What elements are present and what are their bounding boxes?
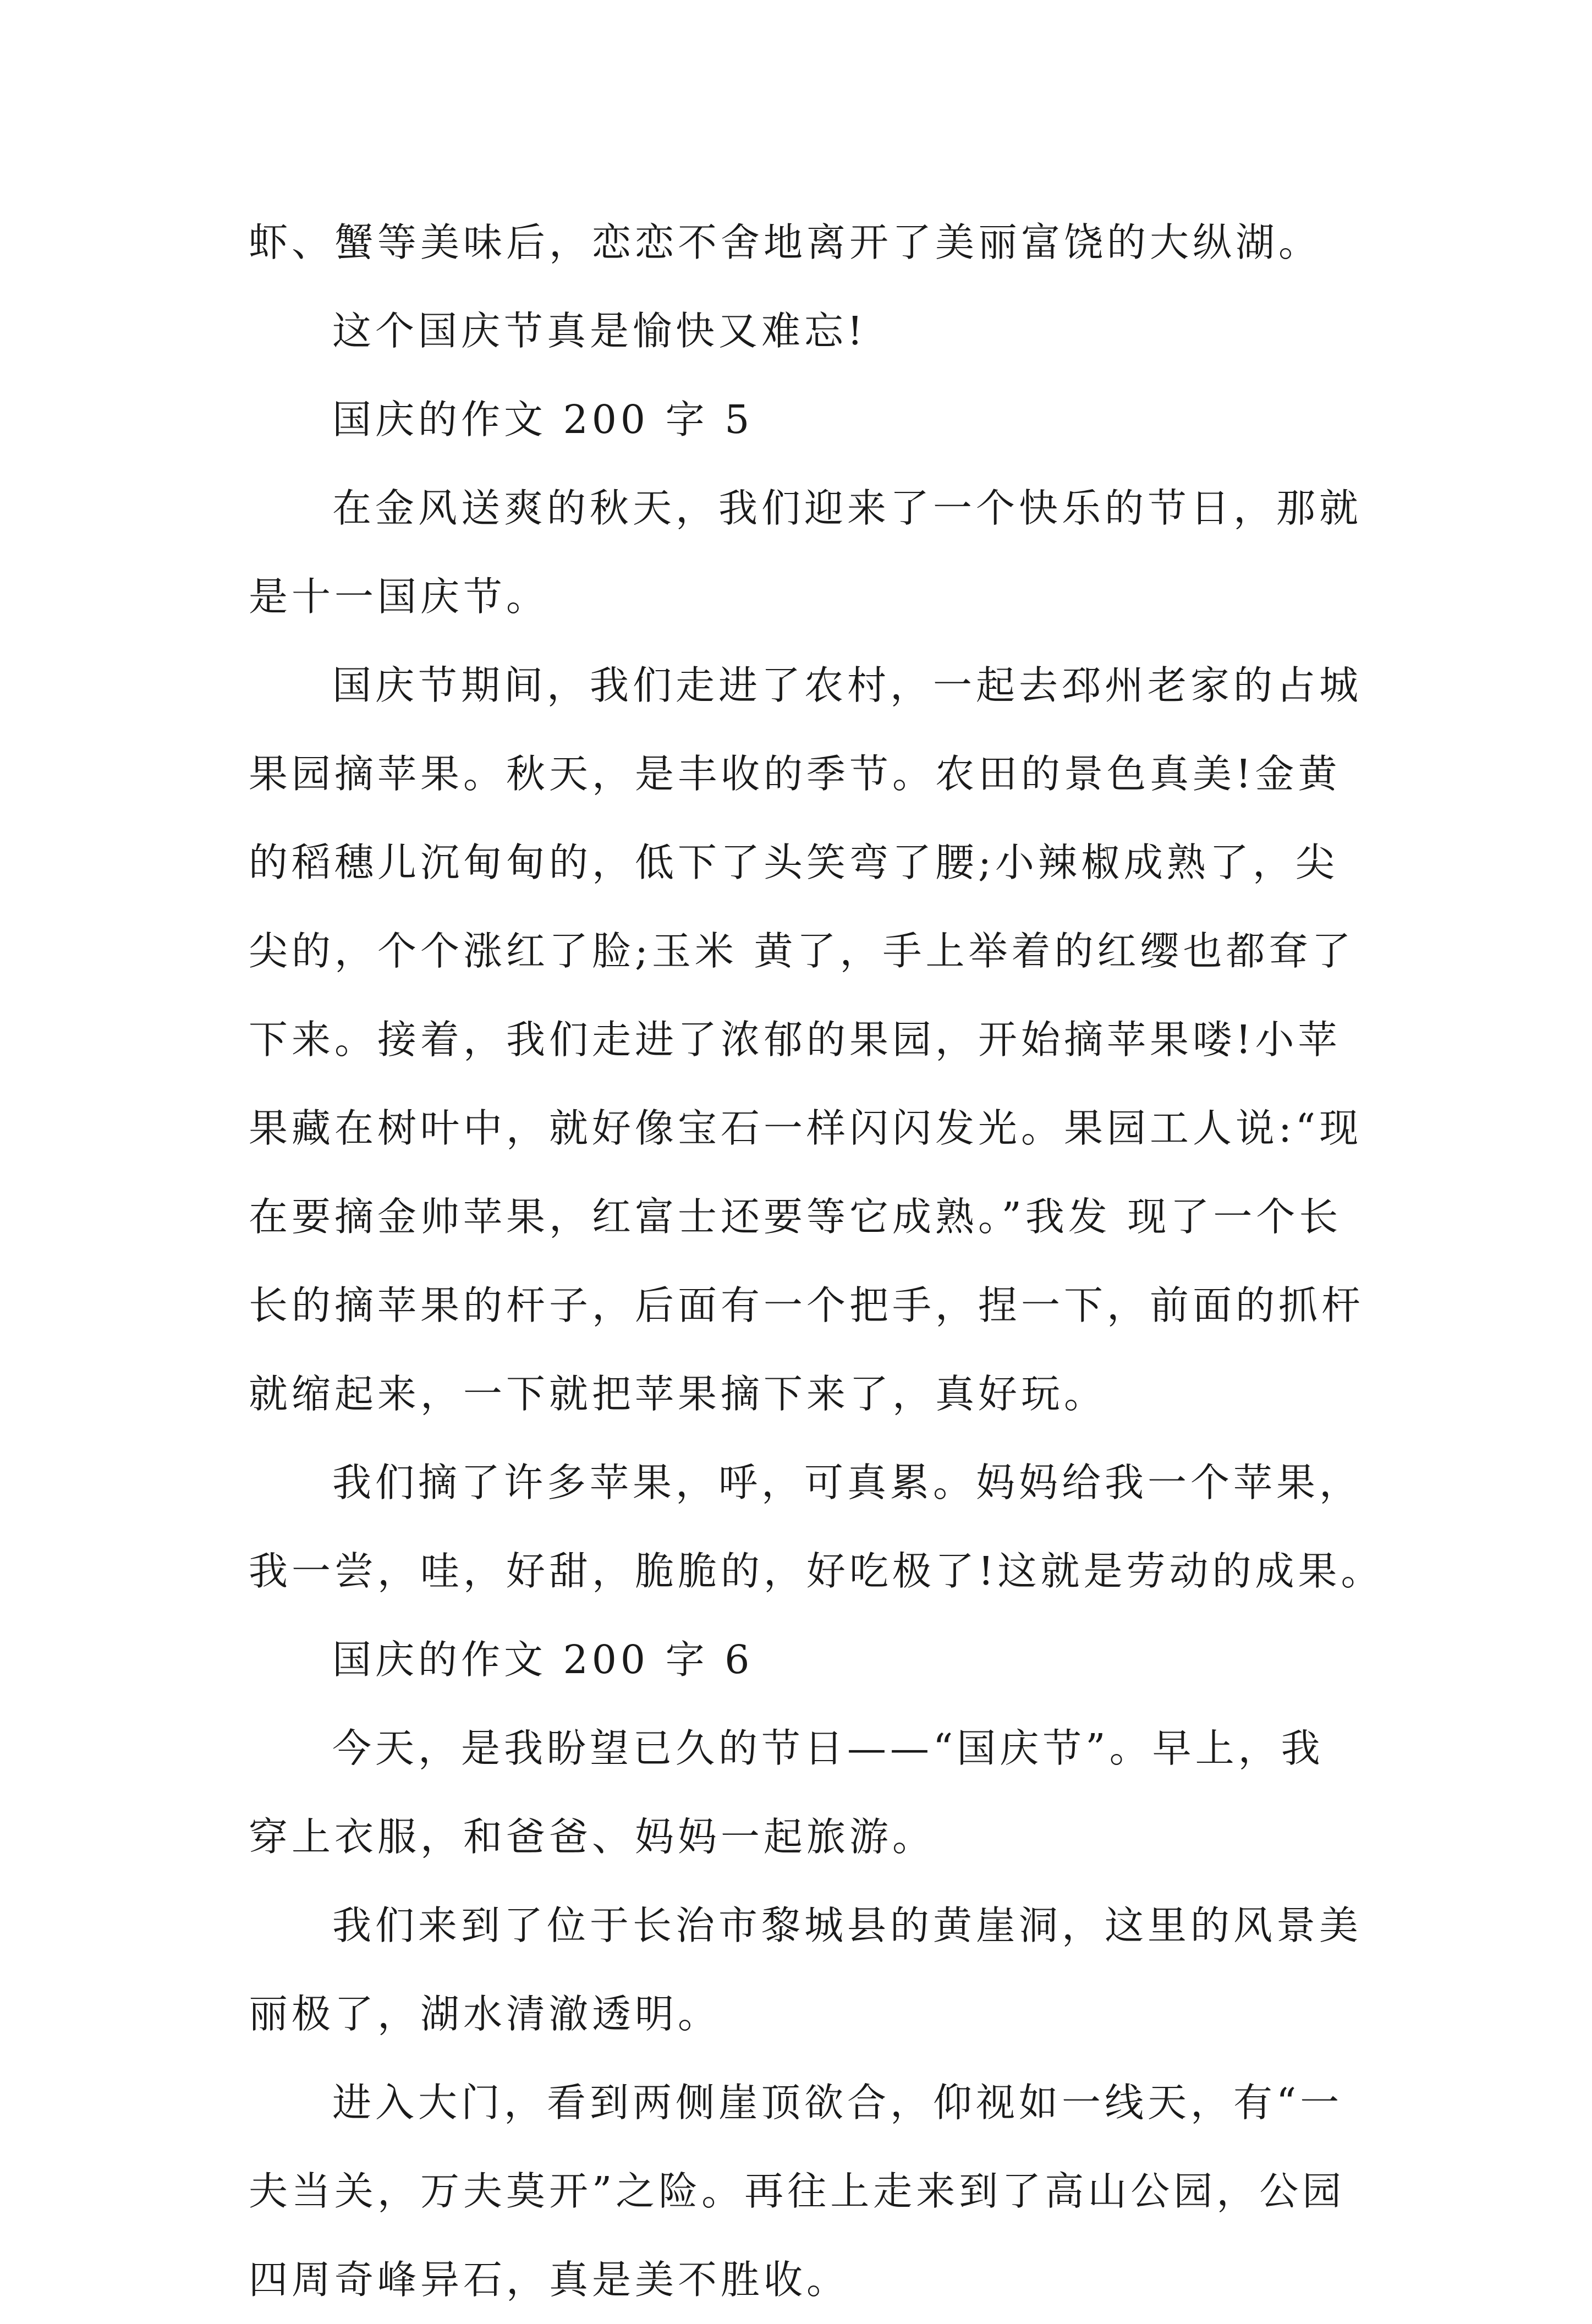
- section-heading: 国庆的作文 200 字 6: [332, 1637, 754, 1682]
- text-line: 这个国庆节真是愉快又难忘!: [332, 308, 867, 354]
- text-line: 在要摘金帅苹果，红富士还要等它成熟。”我发 现了一个长: [249, 1194, 1342, 1240]
- text-line: 穿上衣服，和爸爸、妈妈一起旅游。: [249, 1814, 936, 1860]
- text-line: 国庆节期间，我们走进了农村，一起去邳州老家的占城: [332, 662, 1363, 708]
- text-line: 丽极了，湖水清澈透明。: [249, 1991, 721, 2037]
- text-line: 进入大门，看到两侧崖顶欲合，仰视如一线天，有“一: [332, 2080, 1343, 2125]
- text-line: 就缩起来，一下就把苹果摘下来了，真好玩。: [249, 1371, 1107, 1417]
- text-line: 长的摘苹果的杆子，后面有一个把手，捏一下，前面的抓杆: [249, 1282, 1365, 1328]
- text-line: 虾、蟹等美味后，恋恋不舍地离开了美丽富饶的大纵湖。: [249, 220, 1322, 265]
- text-line: 四周奇峰异石，真是美不胜收。: [249, 2257, 850, 2303]
- text-line: 我们摘了许多苹果，呼，可真累。妈妈给我一个苹果，: [332, 1460, 1363, 1505]
- text-line: 尖的，个个涨红了脸;玉米 黄了，手上举着的红缨也都耷了: [249, 928, 1355, 974]
- text-line: 我们来到了位于长治市黎城县的黄崖洞，这里的风景美: [332, 1903, 1363, 1948]
- text-line: 今天，是我盼望已久的节日——“国庆节”。早上，我: [332, 1725, 1324, 1771]
- text-line: 果藏在树叶中，就好像宝石一样闪闪发光。果园工人说:“现: [249, 1105, 1363, 1151]
- text-line: 在金风送爽的秋天，我们迎来了一个快乐的节日，那就: [332, 485, 1363, 531]
- section-heading: 国庆的作文 200 字 5: [332, 397, 754, 442]
- text-line: 夫当关，万夫莫开”之险。再往上走来到了高山公园，公园: [249, 2168, 1346, 2214]
- document-body: [249, 198, 1384, 2324]
- text-line: 是十一国庆节。: [249, 574, 550, 620]
- text-line: 下来。接着，我们走进了浓郁的果园，开始摘苹果喽!小苹: [249, 1017, 1341, 1062]
- text-line: 我一尝，哇，好甜，脆脆的，好吃极了!这就是劳动的成果。: [249, 1548, 1384, 1594]
- text-line: 果园摘苹果。秋天，是丰收的季节。农田的景色真美!金黄: [249, 751, 1341, 797]
- text-line: 的稻穗儿沉甸甸的，低下了头笑弯了腰;小辣椒成熟了，尖: [249, 840, 1338, 885]
